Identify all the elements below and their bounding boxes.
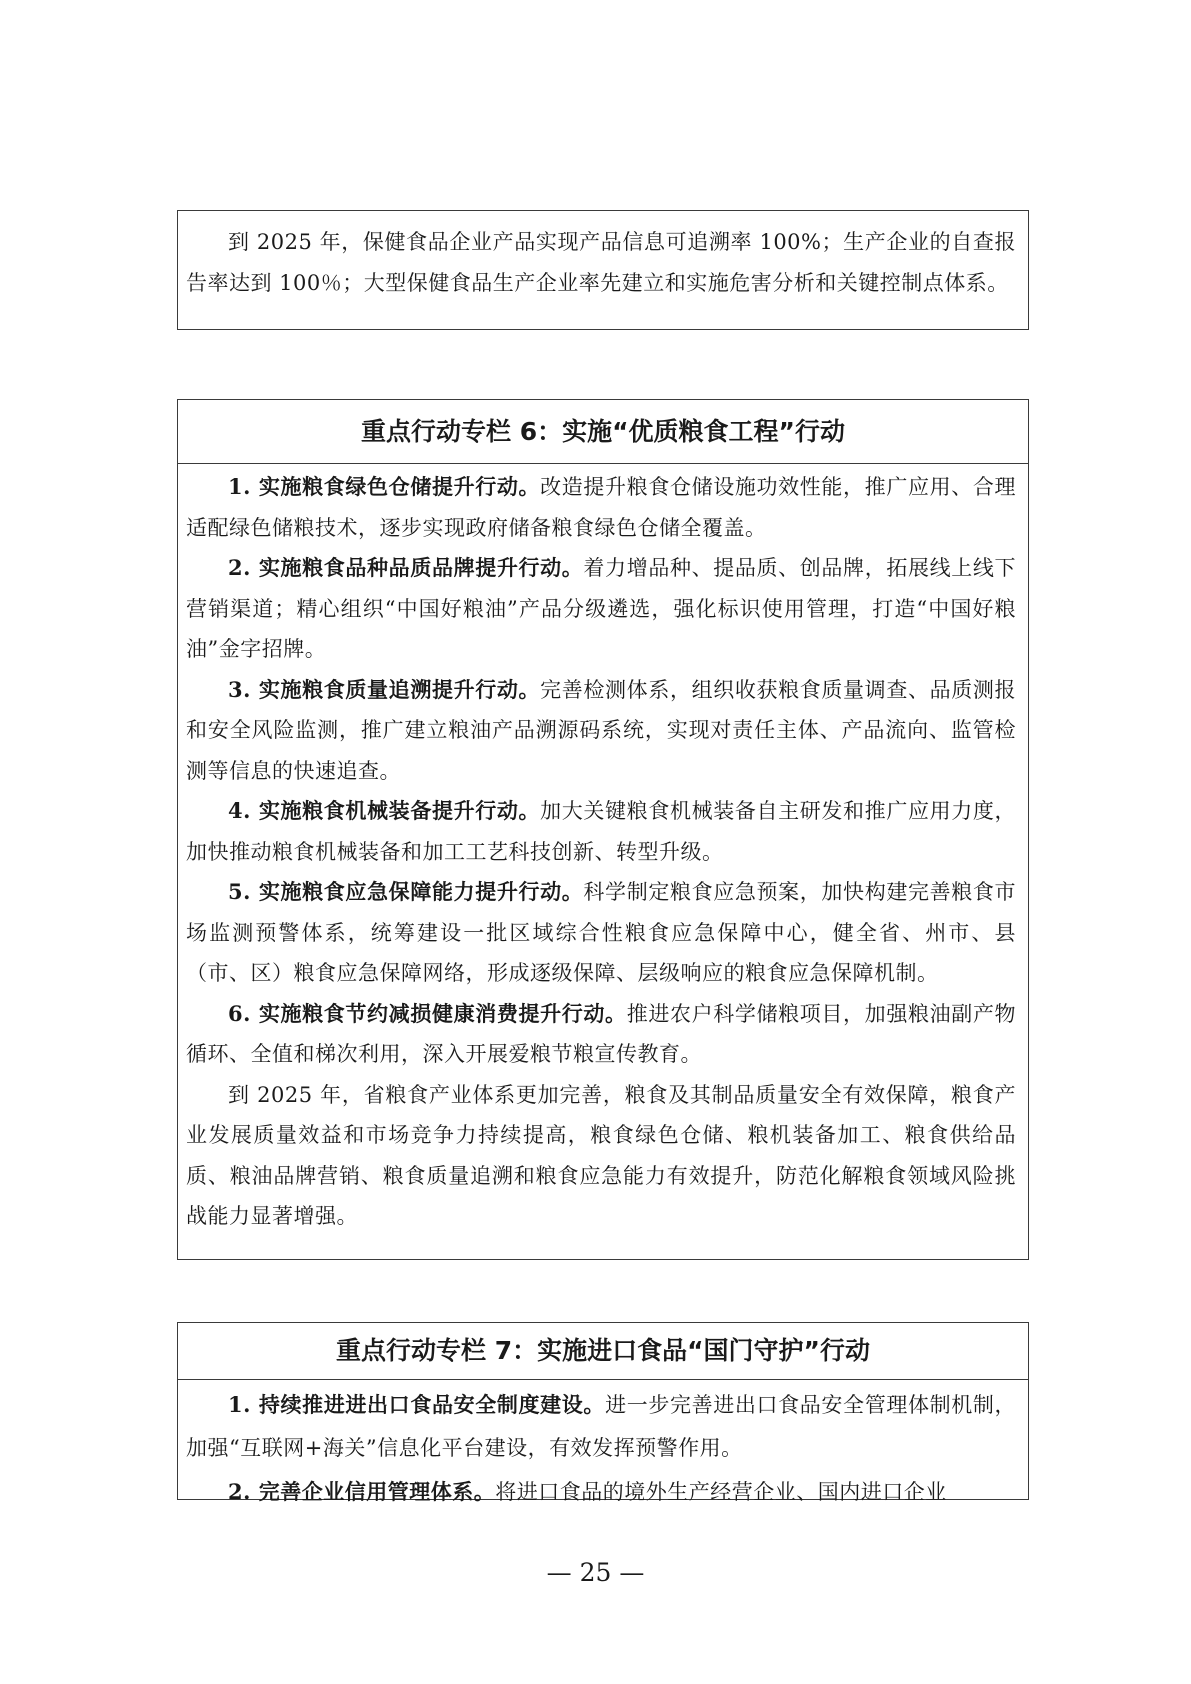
item-heading: 6. 实施粮食节约减损健康消费提升行动。 <box>228 1000 627 1026</box>
item-text: 改造提升粮食仓储设施功效性能，推广应用、合理适配绿色储粮技术，逐步实现政府储备粮食绿色仓储全覆盖。 <box>186 475 1016 540</box>
item-text: 科学制定粮食应急预案，加快构建完善粮食市场监测预警体系，统筹建设一批区域综合性粮食应急保障中心，健全省、州市、县（市、区）粮食应急保障网络，形成逐级保障、层级响应的粮食应急保障机制。 <box>186 880 1017 985</box>
item-heading: 2. 实施粮食品种品质品牌提升行动。 <box>228 555 584 580</box>
page-number: — 25 — <box>546 1558 645 1587</box>
column-6-item <box>186 548 1016 670</box>
column-7-title: 重点行动专栏 7：实施进口食品“国门守护”行动 <box>178 1323 1028 1380</box>
item-heading: 1. 持续推进进出口食品安全制度建设。 <box>228 1392 606 1417</box>
column-6-item <box>186 467 1016 548</box>
item-text: 进一步完善进出口食品安全管理体制机制，加强“互联网+海关”信息化平台建设，有效发挥预警作用。 <box>186 1393 1017 1460</box>
item-text: 加大关键粮食机械装备自主研发和推广应用力度，加快推动粮食机械装备和加工工艺科技创新、转型升级。 <box>186 799 1016 864</box>
intro-paragraph: 到 2025 年，保健食品企业产品实现产品信息可追溯率 100%；生产企业的自查报告率达到 100％；大型保健食品生产企业率先建立和实施危害分析和关键控制点体系。 <box>186 230 1016 295</box>
action-column-6 <box>177 399 1029 1260</box>
item-heading: 2. 完善企业信用管理体系。 <box>228 1479 496 1504</box>
item-text: 推进农户科学储粮项目，加强粮油副产物循环、全值和梯次利用，深入开展爱粮节粮宣传教育。 <box>186 1001 1017 1066</box>
column-7-item <box>186 1470 1016 1514</box>
column-6-item <box>186 791 1016 872</box>
action-column-7 <box>177 1322 1029 1504</box>
intro-text-box <box>177 210 1029 330</box>
column-6-item <box>186 994 1016 1075</box>
item-text: 将进口食品的境外生产经营企业、国内进口企业 <box>495 1480 947 1504</box>
item-heading: 3. 实施粮食质量追溯提升行动。 <box>228 676 541 702</box>
item-heading: 4. 实施粮食机械装备提升行动。 <box>228 798 541 823</box>
column-6-title: 重点行动专栏 6：实施“优质粮食工程”行动 <box>178 400 1028 464</box>
item-heading: 5. 实施粮食应急保障能力提升行动。 <box>228 879 584 904</box>
column-6-item <box>186 872 1016 994</box>
column-6-summary: 到 2025 年，省粮食产业体系更加完善，粮食及其制品质量安全有效保障，粮食产业发展质量效益和市场竞争力持续提高，粮食绿色仓储、粮机装备加工、粮食供给品质、粮油品牌营销、粮食质量追溯和粮食应急能力有效提升，防范化解粮食领域风险挑战能力显著增强。 <box>186 1082 1016 1228</box>
item-heading: 1. 实施粮食绿色仓储提升行动。 <box>228 474 541 499</box>
item-text: 完善检测体系，组织收获粮食质量调查、品质测报和安全风险监测，推广建立粮油产品溯源码系统，实现对责任主体、产品流向、监管检测等信息的快速追查。 <box>186 677 1016 783</box>
column-6-item <box>186 670 1016 792</box>
item-text: 着力增品种、提品质、创品牌，拓展线上线下营销渠道；精心组织“中国好粮油”产品分级遴选，强化标识使用管理，打造“中国好粮油”金字招牌。 <box>186 556 1017 661</box>
column-7-item <box>186 1383 1016 1470</box>
